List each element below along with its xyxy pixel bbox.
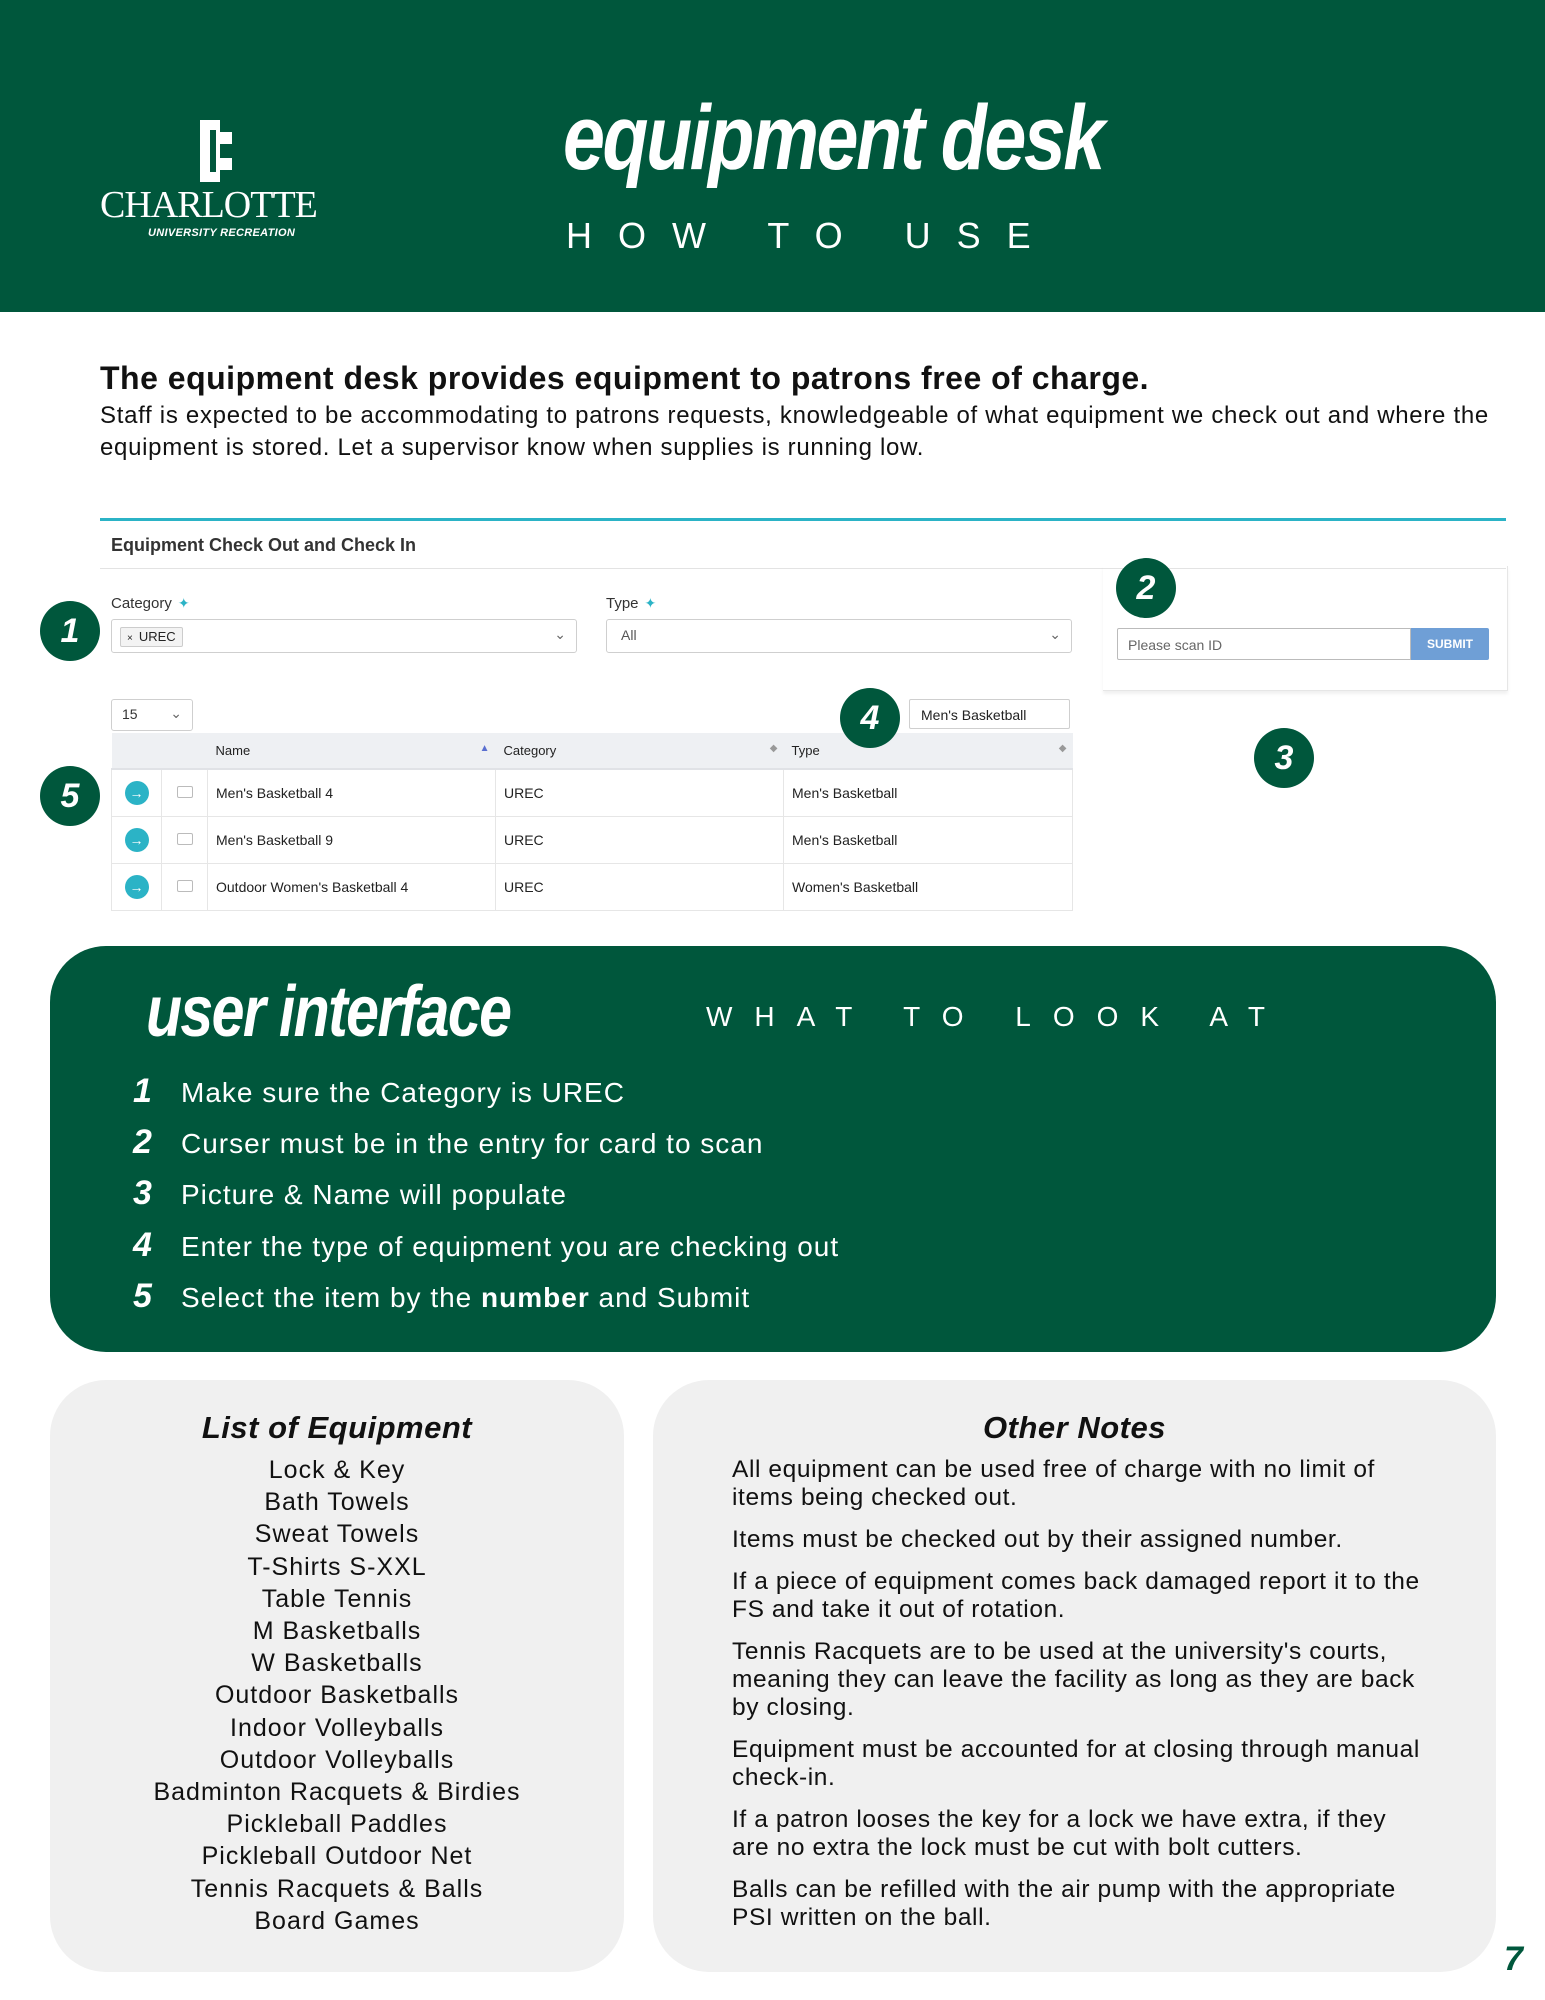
remove-icon: × (127, 633, 133, 644)
type-filter-input[interactable]: Men's Basketball (909, 699, 1070, 729)
equipment-item: T-Shirts S-XXL (247, 1552, 427, 1581)
submit-button[interactable]: SUBMIT (1411, 628, 1489, 660)
header-type[interactable]: Type ◆ (784, 733, 1073, 769)
row-type: Women's Basketball (784, 864, 1073, 911)
camera-icon[interactable] (177, 880, 193, 892)
ui-section-title: user interface (146, 972, 511, 1052)
notes-title: Other Notes (983, 1410, 1166, 1445)
select-arrow-icon[interactable]: → (125, 828, 149, 852)
page-title: equipment desk (563, 87, 1103, 189)
app-title: Equipment Check Out and Check In (111, 535, 417, 555)
callout-badge-3: 3 (1254, 728, 1314, 788)
page-size-select[interactable]: 15 ⌄ (111, 699, 193, 731)
note-item: Tennis Racquets are to be used at the university's courts, meaning they can leave the facility as long as they are back by closing. (732, 1638, 1415, 1721)
category-label: Category ✦ (111, 595, 190, 612)
type-value: All (621, 627, 637, 643)
equipment-list (50, 1454, 624, 1937)
equipment-item: Board Games (254, 1906, 420, 1935)
select-arrow-icon[interactable]: → (125, 781, 149, 805)
step-item: 5 Select the item by the number and Submit (133, 1277, 751, 1315)
equipment-item: W Basketballs (251, 1649, 423, 1678)
step-item: 4 Enter the type of equipment you are checking out (133, 1226, 840, 1264)
sort-icon: ◆ (1058, 743, 1067, 754)
notes-list (732, 1456, 1422, 1946)
row-category: UREC (496, 864, 784, 911)
equipment-item: Pickleball Outdoor Net (201, 1842, 473, 1871)
category-chip[interactable]: × UREC (120, 627, 183, 647)
equipment-item: Bath Towels (264, 1488, 410, 1517)
note-item: Items must be checked out by their assigned number. (732, 1526, 1343, 1553)
callout-badge-1: 1 (40, 601, 100, 661)
table-row (112, 864, 1073, 911)
camera-icon[interactable] (177, 833, 193, 845)
row-name: Men's Basketball 9 (208, 817, 496, 864)
equipment-item: Sweat Towels (254, 1520, 420, 1549)
equipment-item: Badminton Racquets & Birdies (153, 1778, 521, 1807)
equipment-item: Pickleball Paddles (226, 1810, 448, 1839)
row-name: Outdoor Women's Basketball 4 (208, 864, 496, 911)
equipment-item: Indoor Volleyballs (230, 1713, 444, 1742)
row-type: Men's Basketball (784, 769, 1073, 817)
pin-icon[interactable]: ✦ (177, 595, 190, 611)
row-category: UREC (496, 817, 784, 864)
step-item: 3 Picture & Name will populate (133, 1174, 567, 1212)
row-category: UREC (496, 769, 784, 817)
table-row (112, 769, 1073, 817)
row-name: Men's Basketball 4 (208, 769, 496, 817)
sort-icon: ◆ (769, 743, 778, 754)
note-item: Balls can be refilled with the air pump with the appropriate PSI written on the ball. (732, 1876, 1396, 1931)
scan-id-input[interactable]: Please scan ID (1117, 628, 1411, 660)
callout-badge-4: 4 (840, 688, 900, 748)
logo-subtitle: UNIVERSITY RECREATION (148, 227, 296, 239)
select-arrow-icon[interactable]: → (125, 875, 149, 899)
equipment-item: Outdoor Volleyballs (219, 1745, 455, 1774)
panel-top-border (100, 518, 1506, 521)
intro-heading: The equipment desk provides equipment to patrons free of charge. (100, 360, 1150, 396)
page-number: 7 (1504, 1940, 1523, 1978)
camera-icon[interactable] (177, 786, 193, 798)
pin-icon[interactable]: ✦ (644, 595, 657, 611)
note-item: All equipment can be used free of charge with no limit of items being checked out. (732, 1456, 1375, 1511)
equipment-item: Table Tennis (261, 1584, 413, 1613)
equipment-item: Lock & Key (268, 1456, 406, 1484)
page-subtitle: HOW TO USE (566, 215, 1057, 256)
ui-section-subtitle: WHAT TO LOOK AT (706, 1001, 1288, 1032)
header-name[interactable]: Name ▲ (208, 733, 496, 769)
table-row (112, 817, 1073, 864)
header-photo (162, 733, 208, 769)
chevron-down-icon: ⌄ (554, 626, 566, 642)
callout-badge-5: 5 (40, 766, 100, 826)
type-label: Type ✦ (606, 595, 657, 612)
chevron-down-icon: ⌄ (170, 705, 182, 721)
header-category[interactable]: Category ◆ (496, 733, 784, 769)
header-select (112, 733, 162, 769)
note-item: Equipment must be accounted for at closing through manual check-in. (732, 1736, 1420, 1791)
intro-body: Staff is expected to be accommodating to patrons requests, knowledgeable of what equipment we check out and where the equipment is stored. Let a supervisor know when supplies is running low. (100, 402, 1489, 461)
row-type: Men's Basketball (784, 817, 1073, 864)
charlotte-c-logo-icon (186, 118, 242, 184)
chevron-down-icon: ⌄ (1049, 626, 1061, 642)
equipment-item: M Basketballs (252, 1617, 422, 1646)
note-item: If a piece of equipment comes back damaged report it to the FS and take it out of rotation. (732, 1568, 1420, 1623)
equipment-item: Outdoor Basketballs (214, 1681, 460, 1710)
callout-badge-2: 2 (1116, 558, 1176, 618)
type-select[interactable] (606, 619, 1072, 653)
equipment-table (111, 733, 1073, 911)
step-item: 2 Curser must be in the entry for card to scan (133, 1123, 764, 1161)
equipment-title: List of Equipment (201, 1410, 473, 1445)
step-item: 1 Make sure the Category is UREC (133, 1072, 625, 1110)
table-header-row (112, 733, 1073, 769)
logo-wordmark: CHARLOTTE (100, 184, 317, 226)
sort-asc-icon: ▲ (479, 743, 490, 754)
category-select[interactable] (111, 619, 577, 653)
note-item: If a patron looses the key for a lock we have extra, if they are no extra the lock must be cut with bolt cutters. (732, 1806, 1387, 1861)
equipment-item: Tennis Racquets & Balls (190, 1874, 484, 1903)
